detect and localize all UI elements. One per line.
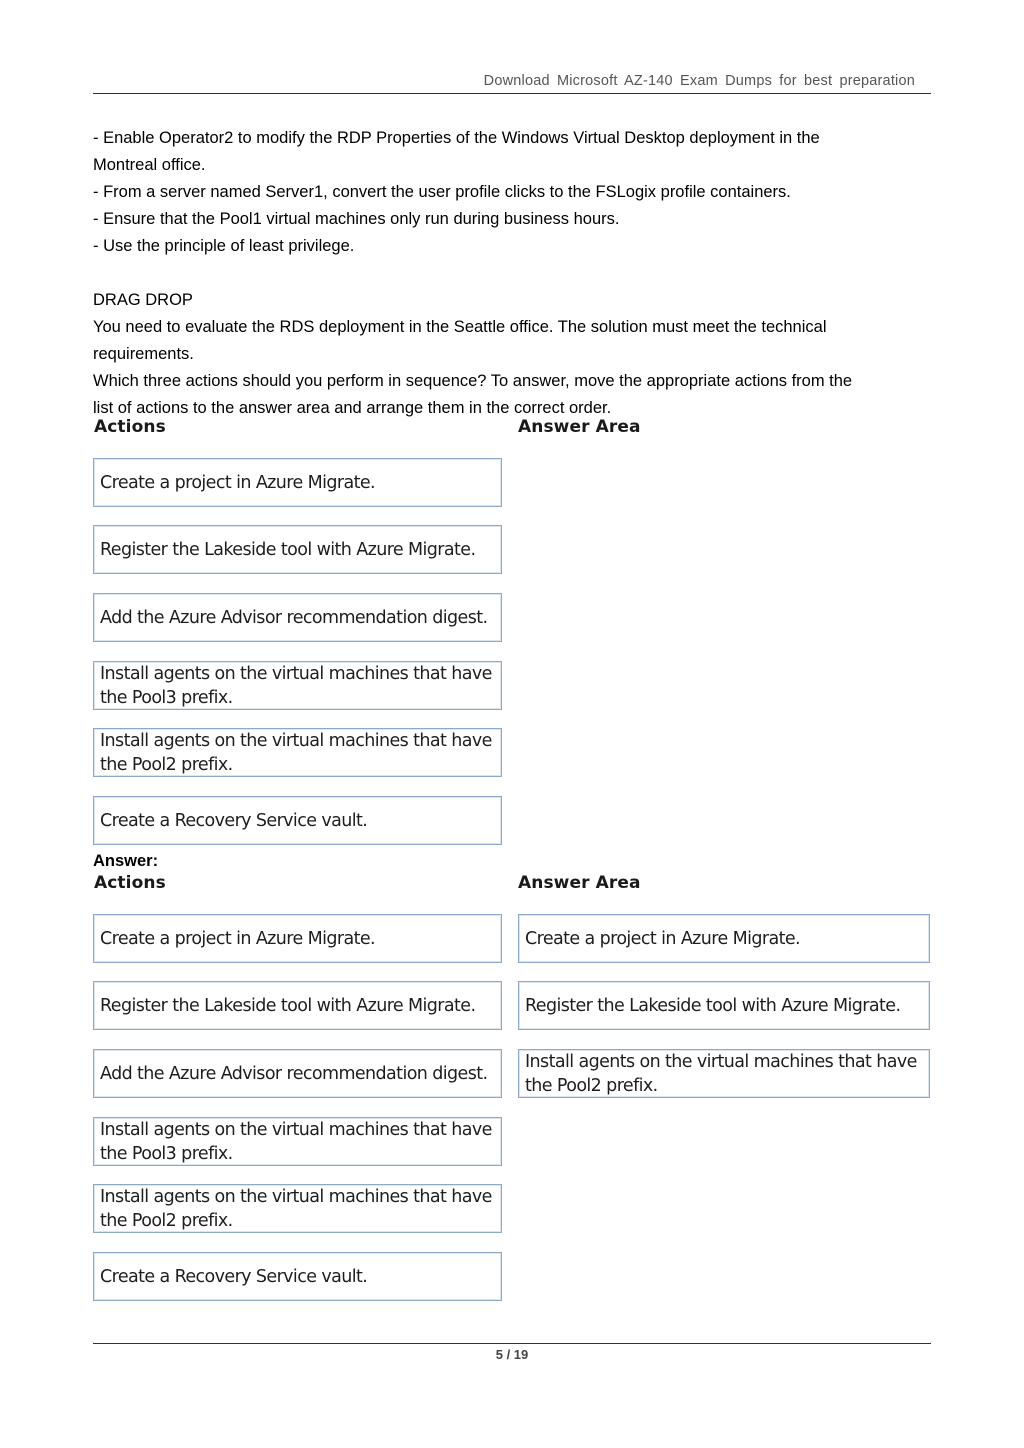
requirement-line: - Enable Operator2 to modify the RDP Properties of the Windows Virtual Desktop deployment in the <box>93 129 820 147</box>
action-item[interactable]: Create a project in Azure Migrate. <box>93 914 502 963</box>
requirement-line: - Ensure that the Pool1 virtual machines only run during business hours. <box>93 210 620 228</box>
answer-area-title: Answer Area <box>518 417 641 437</box>
question-line: list of actions to the answer area and arrange them in the correct order. <box>93 399 612 417</box>
requirement-line: Montreal office. <box>93 156 206 174</box>
intro-text <box>93 125 933 422</box>
requirement-line: - From a server named Server1, convert the user profile clicks to the FSLogix profile containers. <box>93 183 791 201</box>
action-item[interactable]: Install agents on the virtual machines that have the Pool2 prefix. <box>93 728 502 777</box>
section-label: DRAG DROP <box>93 291 193 309</box>
requirement-line: - Use the principle of least privilege. <box>93 237 355 255</box>
action-item[interactable]: Create a project in Azure Migrate. <box>93 458 502 507</box>
page-header <box>93 72 931 94</box>
question-line: You need to evaluate the RDS deployment in the Seattle office. The solution must meet the technical <box>93 318 827 336</box>
answer-item[interactable]: Create a project in Azure Migrate. <box>518 914 930 963</box>
question-line: requirements. <box>93 345 194 363</box>
actions-title: Actions <box>94 873 166 893</box>
page-footer <box>93 1343 931 1362</box>
action-item[interactable]: Create a Recovery Service vault. <box>93 796 502 845</box>
action-item[interactable]: Register the Lakeside tool with Azure Migrate. <box>93 981 502 1030</box>
actions-title: Actions <box>94 417 166 437</box>
answer-item[interactable]: Install agents on the virtual machines that have the Pool2 prefix. <box>518 1049 930 1098</box>
answer-area-title: Answer Area <box>518 873 641 893</box>
action-item[interactable]: Register the Lakeside tool with Azure Migrate. <box>93 525 502 574</box>
action-item[interactable]: Add the Azure Advisor recommendation digest. <box>93 593 502 642</box>
action-item[interactable]: Create a Recovery Service vault. <box>93 1252 502 1301</box>
answer-label: Answer: <box>93 852 159 870</box>
action-item[interactable]: Install agents on the virtual machines that have the Pool3 prefix. <box>93 661 502 710</box>
action-item[interactable]: Add the Azure Advisor recommendation digest. <box>93 1049 502 1098</box>
header-text: Download Microsoft AZ-140 Exam Dumps for best preparation <box>483 73 915 89</box>
answer-item[interactable]: Register the Lakeside tool with Azure Migrate. <box>518 981 930 1030</box>
action-item[interactable]: Install agents on the virtual machines that have the Pool2 prefix. <box>93 1184 502 1233</box>
page-number: 5 / 19 <box>495 1347 529 1362</box>
action-item[interactable]: Install agents on the virtual machines that have the Pool3 prefix. <box>93 1117 502 1166</box>
question-line: Which three actions should you perform in sequence? To answer, move the appropriate actions from the <box>93 372 853 390</box>
